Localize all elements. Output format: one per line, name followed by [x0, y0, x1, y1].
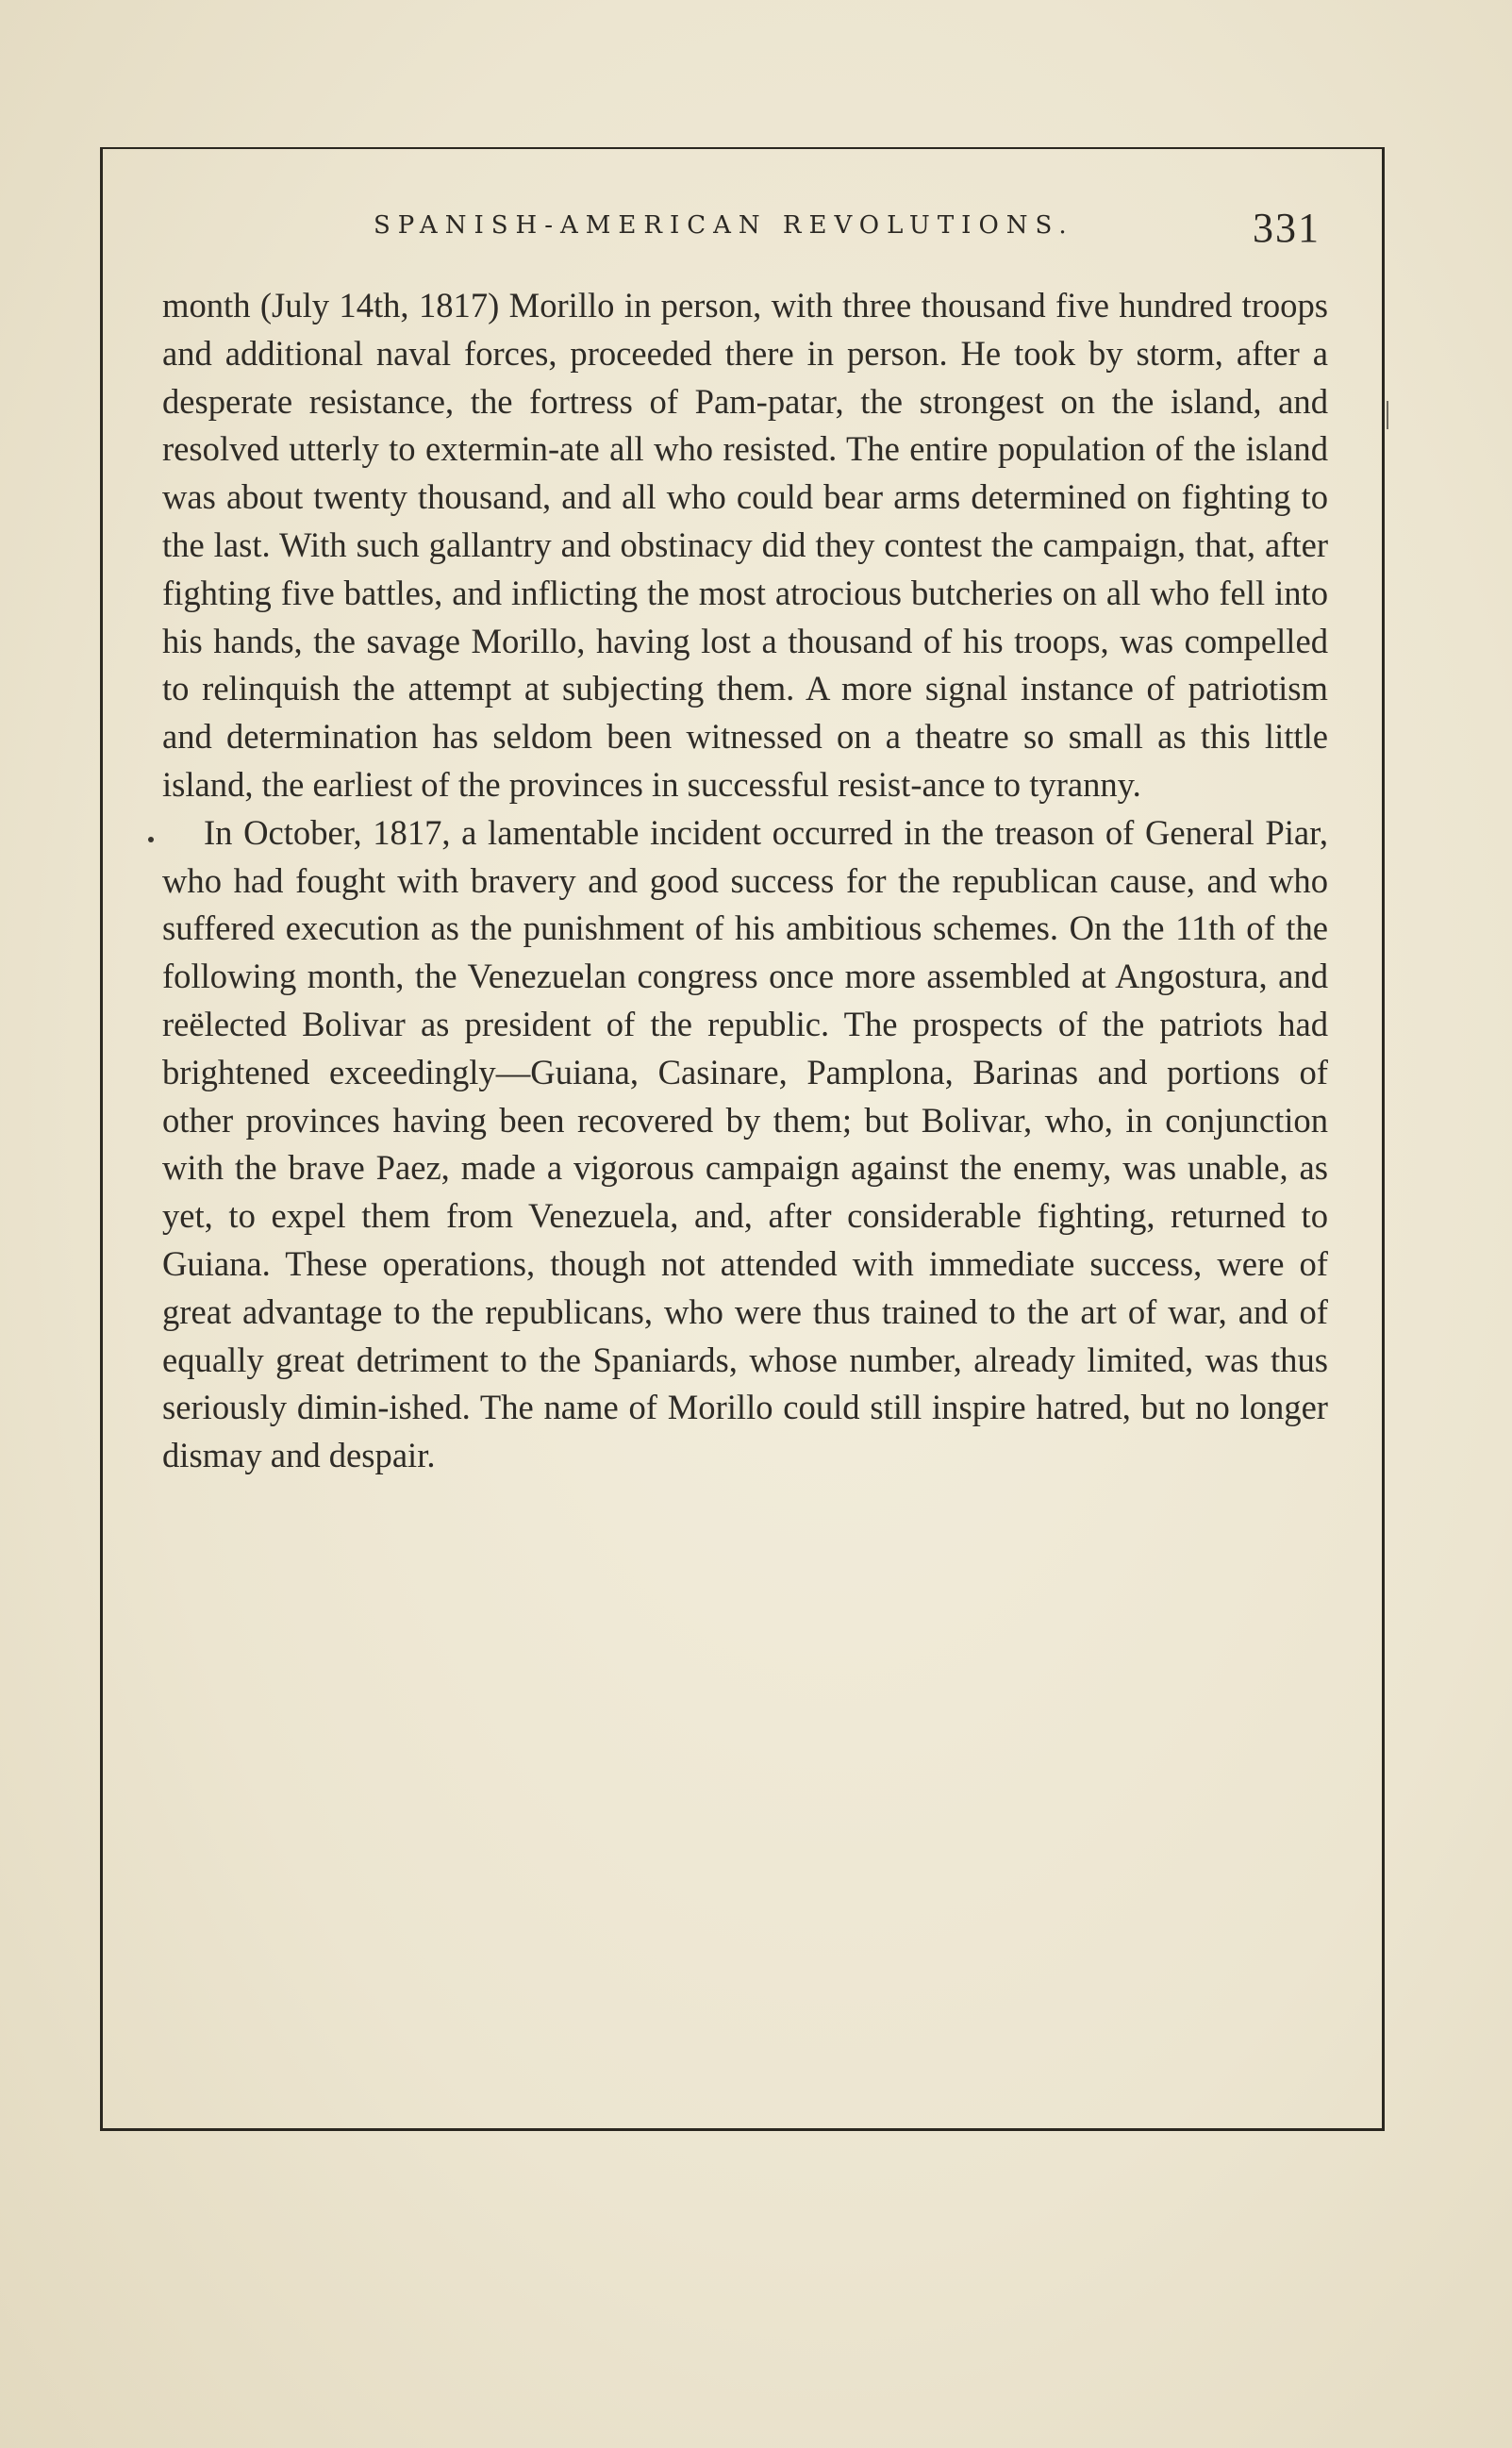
margin-dot-mark — [148, 837, 154, 842]
paragraph-1: month (July 14th, 1817) Morillo in person, with three thousand five hundred troops and additional naval forces, proceeded there in person. He took by storm, after a desperate resistance, the fortress of Pam-patar, the strongest on the island, and resolved utterly to extermin-ate all who resisted. The entire population of the island was about twenty thousand, and all who could bear arms determined on fighting to the last. With such gallantry and obstinacy did they contest the campaign, that, after fighting five battles, and inflicting the most atrocious butcheries on all who fell into his hands, the savage Morillo, having lost a thousand of his troops, was compelled to relinquish the attempt at subjecting them. A more signal instance of patriotism and determination has seldom been witnessed on a theatre so small as this little island, the earliest of the provinces in successful resist-ance to tyranny. — [162, 286, 1328, 804]
running-head: SPANISH-AMERICAN REVOLUTIONS. — [374, 211, 1074, 240]
margin-tick-mark — [1387, 401, 1388, 429]
paragraph-2: In October, 1817, a lamentable incident occurred in the treason of General Piar, who had fought with bravery and good success for the republican cause, and who suffered execution as the punishment of his ambitious schemes. On the 11th of the following month, the Venezuelan congress once more assembled at Angostura, and reëlected Bolivar as president of the republic. The prospects of the patriots had brightened exceedingly—Guiana, Casinare, Pamplona, Barinas and portions of other provinces having been recovered by them; but Bolivar, who, in conjunction with the brave Paez, made a vigorous campaign against the enemy, was unable, as yet, to expel them from Venezuela, and, after considerable fighting, returned to Guiana. These operations, though not attended with immediate success, were of great advantage to the republicans, who were thus trained to the art of war, and of equally great detriment to the Spaniards, whose number, already limited, was thus seriously dimin-ished. The name of Morillo could still inspire hatred, but no longer dismay and despair. — [162, 812, 1328, 1475]
page-number: 331 — [1253, 205, 1321, 251]
body-text — [162, 282, 1328, 1480]
page-header — [100, 194, 1326, 260]
